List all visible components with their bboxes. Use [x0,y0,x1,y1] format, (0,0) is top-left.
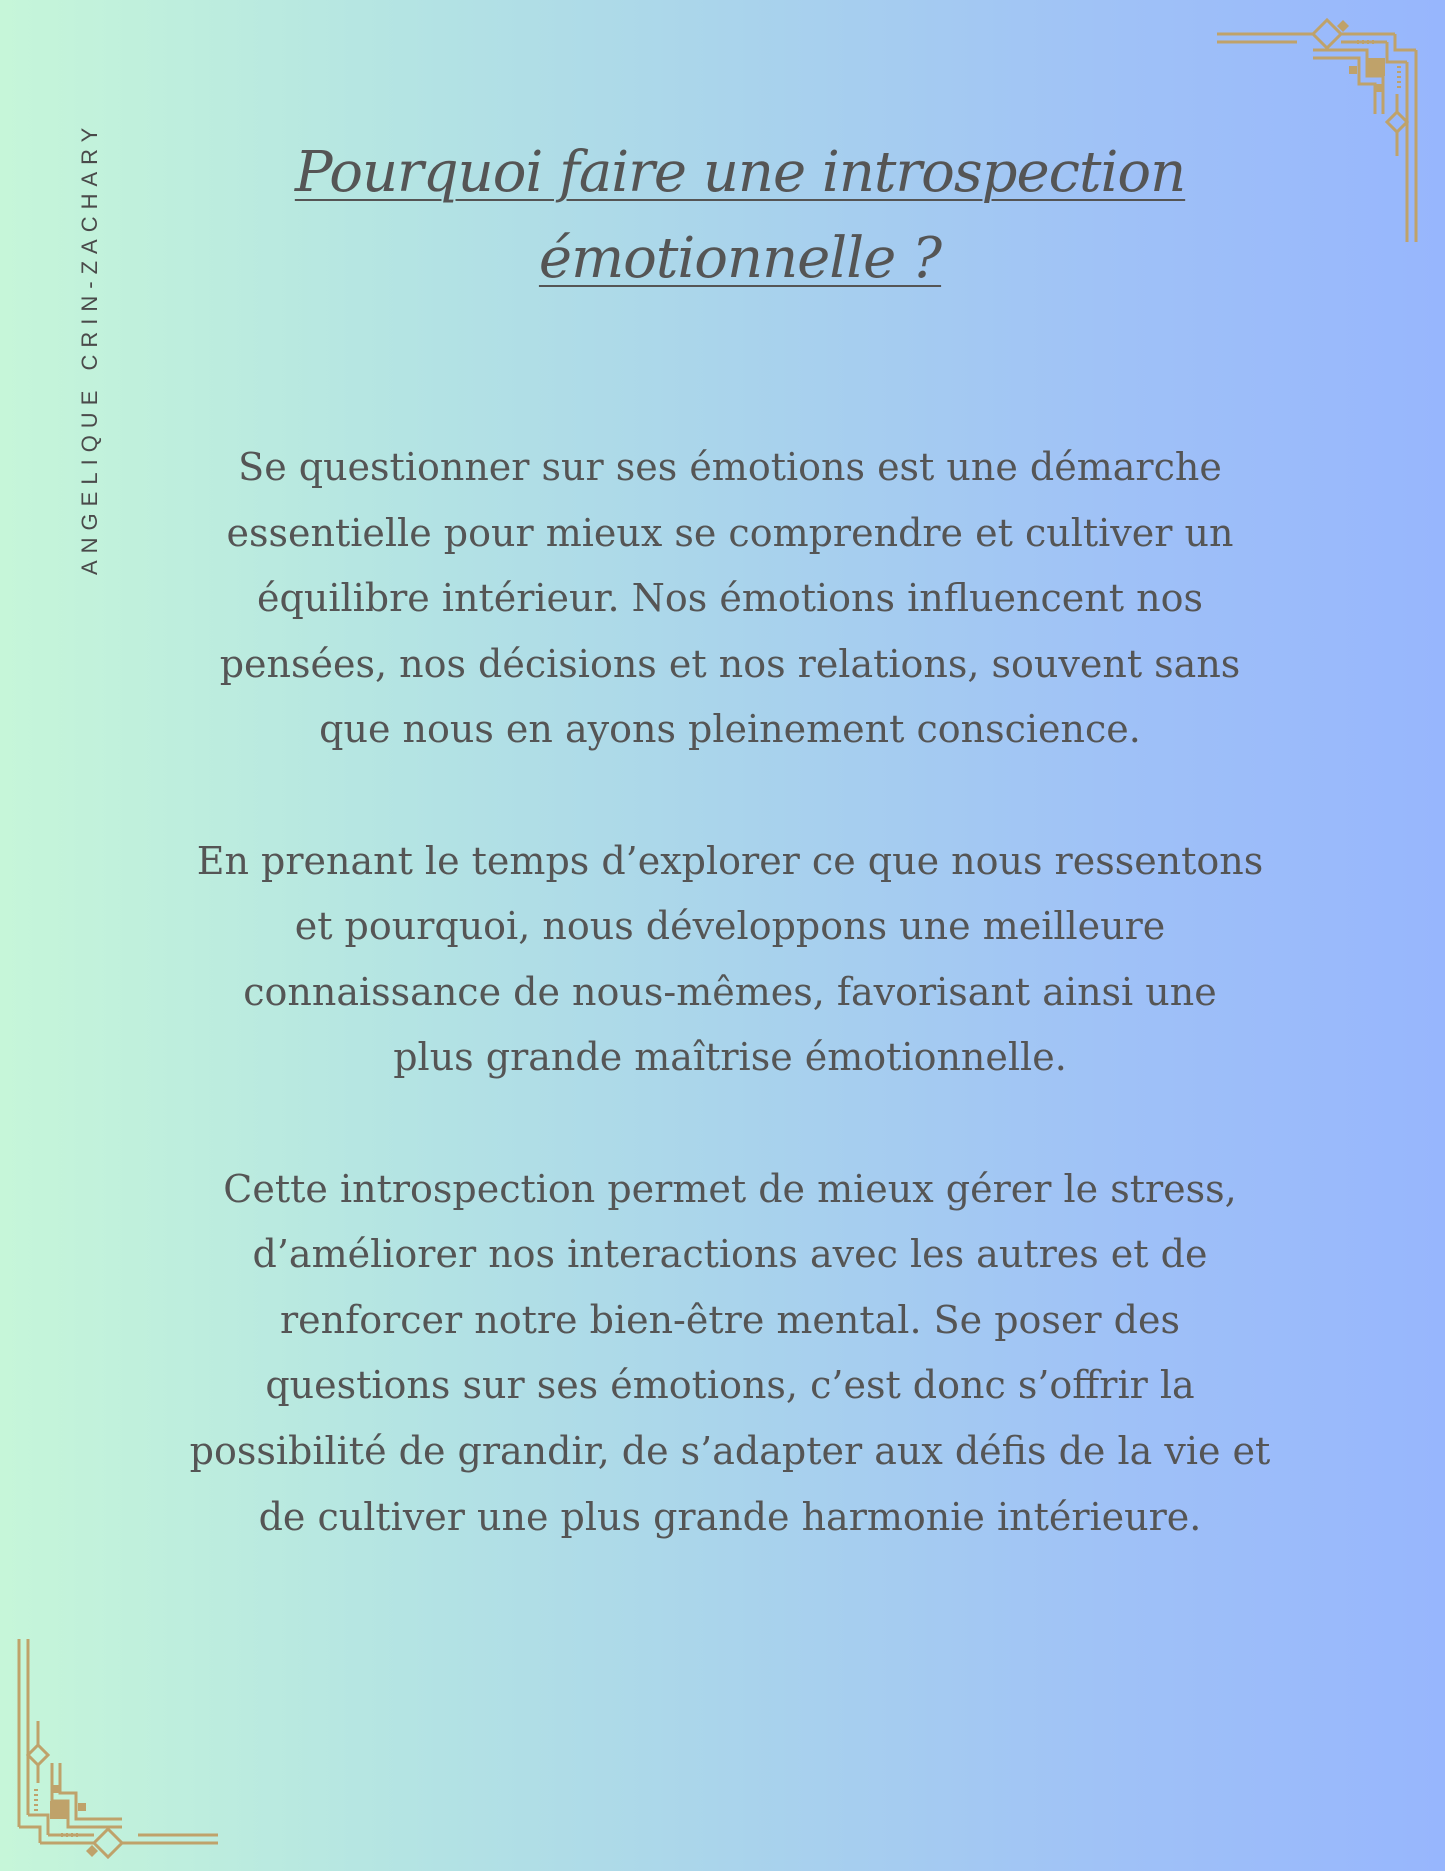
paragraph-line: d’améliorer nos interactions avec les autres et de [252,1232,1208,1277]
paragraph-line: plus grande maîtrise émotionnelle. [393,1035,1067,1080]
paragraph-line: En prenant le temps d’explorer ce que nous ressentons [196,838,1264,883]
page-title [150,130,1330,302]
paragraph-line: essentielle pour mieux se comprendre et cultiver un [226,510,1234,555]
paragraph-line: équilibre intérieur. Nos émotions influencent nos [257,576,1203,621]
paragraph-line: Cette introspection permet de mieux gérer le stress, [223,1166,1237,1211]
corner-ornament-bottom-left-icon [0,1639,218,1871]
paragraph-1 [130,435,1330,763]
title-line-2: émotionnelle ? [538,226,942,291]
paragraph-line: renforcer notre bien-être mental. Se poser des [280,1297,1180,1342]
paragraph-line: et pourquoi, nous développons une meilleure [294,904,1166,949]
paragraph-line: possibilité de grandir, de s’adapter aux défis de la vie et [189,1428,1271,1473]
paragraph-line: Se questionner sur ses émotions est une démarche [238,445,1222,489]
author-name-vertical: ANGELIQUE CRIN-ZACHARY [77,120,102,575]
paragraph-3 [130,1157,1330,1551]
body-text [130,435,1330,1616]
paragraph-line: que nous en ayons pleinement conscience. [319,707,1141,752]
paragraph-line: questions sur ses émotions, c’est donc s’offrir la [265,1363,1195,1408]
paragraph-line: de cultiver une plus grande harmonie intérieure. [258,1494,1202,1539]
paragraph-line: connaissance de nous-mêmes, favorisant ainsi une [243,969,1217,1014]
paragraph-2 [130,829,1330,1091]
paragraph-line: pensées, nos décisions et nos relations, souvent sans [219,641,1241,686]
title-line-1: Pourquoi faire une introspection [294,140,1186,205]
